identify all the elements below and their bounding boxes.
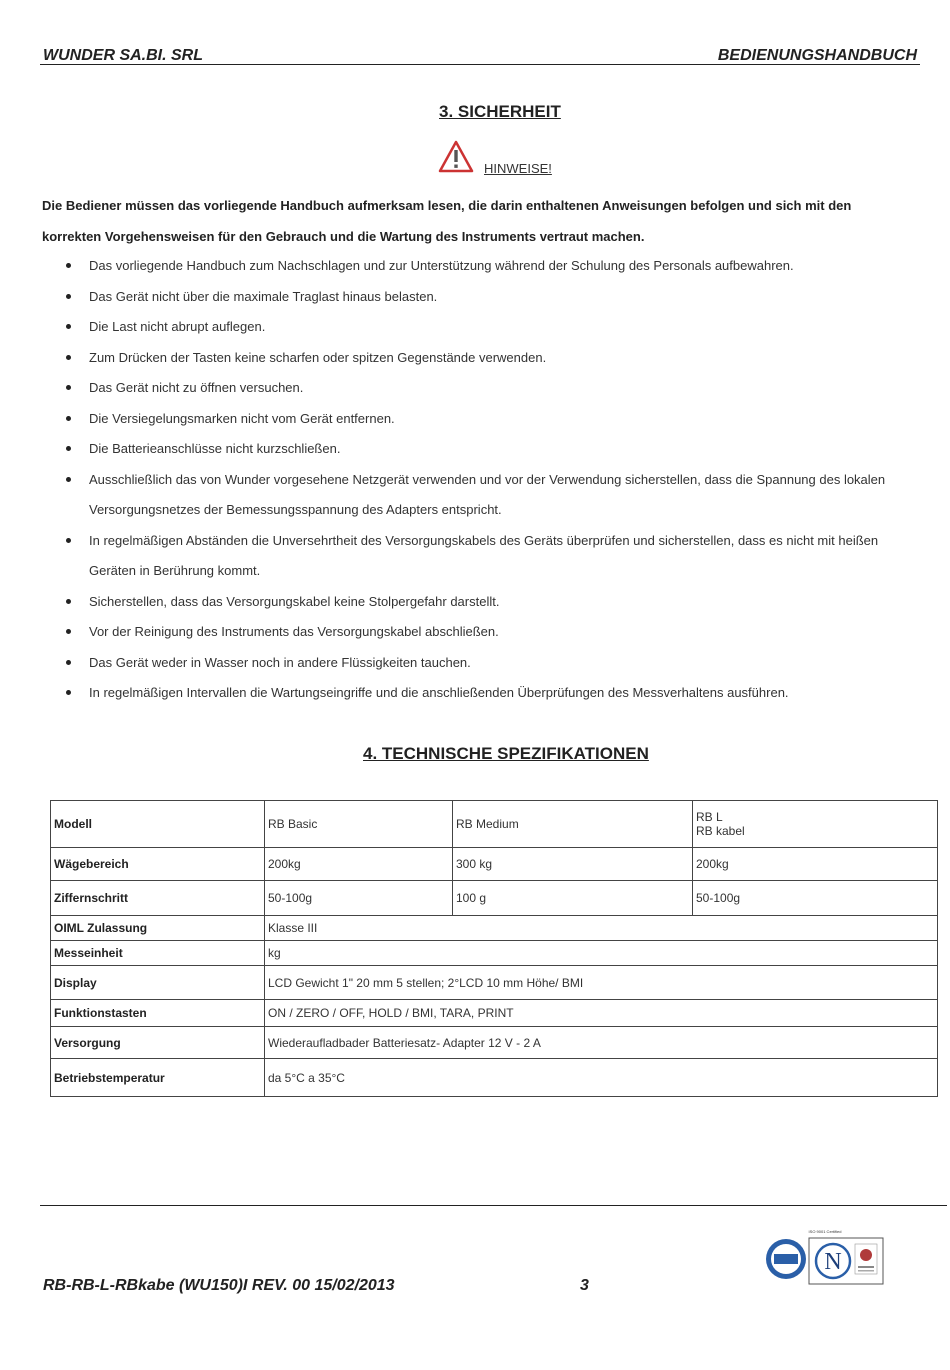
- bullet-icon: [66, 385, 71, 390]
- bullet-icon: [66, 294, 71, 299]
- list-item: [42, 465, 922, 526]
- bullet-icon: [66, 477, 71, 482]
- safety-list: [42, 251, 922, 709]
- list-item-text: In regelmäßigen Intervallen die Wartungseingriffe und die anschließenden Überprüfungen des Messverhaltens ausführen.: [89, 685, 789, 700]
- warning-triangle-icon: [438, 140, 474, 174]
- cert-label: ISO 9001 Certified: [808, 1229, 842, 1234]
- bullet-icon: [66, 538, 71, 543]
- header-doc-title: BEDIENUNGSHANDBUCH: [717, 47, 917, 64]
- cell-division-basic: 50-100g: [265, 881, 453, 916]
- list-item: [42, 373, 922, 404]
- table-row: [51, 801, 938, 848]
- row-label-power: Versorgung: [51, 1027, 265, 1059]
- list-item-text: Das Gerät nicht zu öffnen versuchen.: [89, 380, 304, 395]
- bullet-icon: [66, 599, 71, 604]
- page-number: 3: [580, 1277, 589, 1294]
- cell-model-l-line1: RB L: [696, 810, 723, 824]
- row-label-division: Ziffernschritt: [51, 881, 265, 916]
- row-label-range: Wägebereich: [51, 848, 265, 881]
- list-item: [42, 282, 922, 313]
- cell-model-basic: RB Basic: [265, 801, 453, 848]
- row-label-unit: Messeinheit: [51, 941, 265, 966]
- spec-table: [50, 800, 938, 1097]
- list-item-text: Sicherstellen, dass das Versorgungskabel keine Stolpergefahr darstellt.: [89, 593, 500, 609]
- table-row: [51, 1027, 938, 1059]
- table-row: [51, 941, 938, 966]
- row-label-display: Display: [51, 966, 265, 1000]
- table-row: [51, 848, 938, 881]
- row-label-keys: Funktionstasten: [51, 1000, 265, 1027]
- cell-model-l-line2: RB kabel: [696, 824, 745, 838]
- list-item: [42, 312, 922, 343]
- list-item: [42, 648, 922, 679]
- row-label-temp: Betriebstemperatur: [51, 1059, 265, 1097]
- table-row: [51, 1000, 938, 1027]
- cell-division-l: 50-100g: [693, 881, 938, 916]
- cell-range-l: 200kg: [693, 848, 938, 881]
- list-item-text: Das vorliegende Handbuch zum Nachschlagen und zur Unterstützung während der Schulung des Personals aufbewahren.: [89, 258, 794, 273]
- footer-doc-ref: RB-RB-L-RBkabe (WU150)I REV. 00 15/02/2013: [43, 1277, 395, 1294]
- cert-mark-letter: N: [824, 1249, 842, 1275]
- list-item: [42, 404, 922, 435]
- bullet-icon: [66, 416, 71, 421]
- list-item-text: Die Batterieanschlüsse nicht kurzschließen.: [89, 441, 341, 456]
- cell-temp: da 5°C a 35°C: [265, 1059, 938, 1097]
- header-rule: [40, 64, 920, 65]
- cell-division-medium: 100 g: [453, 881, 693, 916]
- bullet-icon: [66, 355, 71, 360]
- list-item: [42, 526, 922, 587]
- list-item: [42, 434, 922, 465]
- row-label-model: Modell: [51, 801, 265, 848]
- list-item-text: In regelmäßigen Abständen die Unversehrtheit des Versorgungskabels des Geräts überprüfen und sicherstellen, dass es nicht mit heißen Geräten in Berührung kommt.: [89, 532, 879, 578]
- footer-rule: [40, 1205, 947, 1206]
- list-item: [42, 251, 922, 282]
- list-item-text: Das Gerät weder in Wasser noch in andere Flüssigkeiten tauchen.: [89, 654, 471, 670]
- header-company: WUNDER SA.BI. SRL: [43, 47, 203, 64]
- row-label-oiml: OIML Zulassung: [51, 916, 265, 941]
- cell-model-medium: RB Medium: [453, 801, 693, 848]
- safety-intro: Die Bediener müssen das vorliegende Handbuch aufmerksam lesen, die darin enthaltenen Anweisungen befolgen und sich mit den korrekten Vorgehensweisen für den Gebrauch und die Wartung des Instruments vertraut machen.: [42, 198, 852, 244]
- cell-display: LCD Gewicht 1" 20 mm 5 stellen; 2°LCD 10 mm Höhe/ BMI: [265, 966, 938, 1000]
- table-row: [51, 916, 938, 941]
- section-4-title: 4. TECHNISCHE SPEZIFIKATIONEN: [363, 744, 649, 763]
- warning-label: HINWEISE!: [484, 161, 552, 176]
- table-row: [51, 881, 938, 916]
- bullet-icon: [66, 690, 71, 695]
- list-item-text: Ausschließlich das von Wunder vorgesehene Netzgerät verwenden und vor der Verwendung sicherstellen, dass die Spannung des lokalen Versorgungsnetzes der Bemessungsspannung des Adapters entspricht.: [89, 471, 886, 517]
- table-row: [51, 1059, 938, 1097]
- section-3-title: 3. SICHERHEIT: [439, 102, 561, 121]
- bullet-icon: [66, 324, 71, 329]
- cell-model-l: [693, 801, 938, 848]
- list-item-text: Das Gerät nicht über die maximale Traglast hinaus belasten.: [89, 288, 438, 304]
- cell-range-basic: 200kg: [265, 848, 453, 881]
- list-item: [42, 343, 922, 374]
- list-item: [42, 587, 922, 618]
- cell-oiml: Klasse III: [265, 916, 938, 941]
- cell-range-medium: 300 kg: [453, 848, 693, 881]
- list-item-text: Zum Drücken der Tasten keine scharfen oder spitzen Gegenstände verwenden.: [89, 349, 547, 365]
- list-item-text: Die Last nicht abrupt auflegen.: [89, 319, 266, 334]
- bullet-icon: [66, 446, 71, 451]
- list-item-text: Die Versiegelungsmarken nicht vom Gerät entfernen.: [89, 410, 395, 426]
- list-item-text: Vor der Reinigung des Instruments das Versorgungskabel abschließen.: [89, 624, 499, 639]
- cell-power: Wiederaufladbader Batteriesatz- Adapter 12 V - 2 A: [265, 1027, 938, 1059]
- bullet-icon: [66, 660, 71, 665]
- table-row: [51, 966, 938, 1000]
- cell-keys: ON / ZERO / OFF, HOLD / BMI, TARA, PRINT: [265, 1000, 938, 1027]
- list-item: [42, 617, 922, 648]
- cell-unit: kg: [265, 941, 938, 966]
- bullet-icon: [66, 263, 71, 268]
- list-item: [42, 678, 922, 709]
- certification-logo-icon: [765, 1228, 885, 1286]
- bullet-icon: [66, 629, 71, 634]
